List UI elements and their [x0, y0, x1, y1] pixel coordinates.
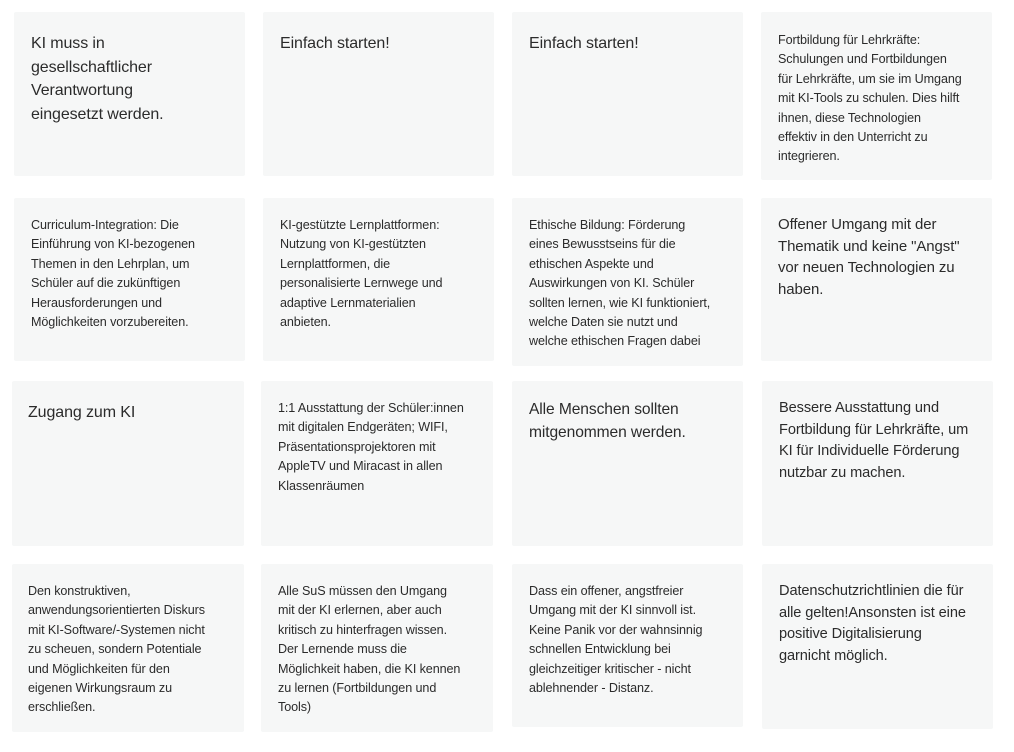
note-text: Zugang zum KI	[28, 404, 136, 421]
note-card-einfach-starten-1[interactable]	[263, 12, 494, 176]
note-card-ethische-bildung[interactable]	[512, 198, 743, 366]
note-text: Fortbildung für Lehrkräfte: Schulungen und Fortbildungen für Lehrkräfte, um sie im Umgang mit KI-Tools zu schulen. Dies hilft ihnen, diese Technologien effektiv in den Unterricht zu integrieren.	[778, 33, 962, 164]
note-card-fortbildung-lehrkraefte[interactable]	[761, 12, 992, 180]
note-card-datenschutz[interactable]	[762, 564, 993, 729]
note-text: Offener Umgang mit der Thematik und keine "Angst" vor neuen Technologien zu haben.	[778, 216, 960, 298]
note-card-ki-lernplattformen[interactable]	[263, 198, 494, 361]
note-card-zugang-ki[interactable]	[12, 381, 244, 546]
note-card-angstfreier-umgang[interactable]	[512, 564, 743, 727]
note-card-alle-menschen[interactable]	[512, 381, 743, 546]
note-text: Datenschutzrichtlinien die für alle gelten!Ansonsten ist eine positive Digitalisierung garnicht möglich.	[779, 583, 966, 664]
note-card-ausstattung-schueler[interactable]	[261, 381, 493, 546]
note-card-bessere-ausstattung[interactable]	[762, 381, 993, 546]
note-text: Einfach starten!	[529, 35, 639, 52]
note-text: Bessere Ausstattung und Fortbildung für Lehrkräfte, um KI für Individuelle Förderung nutzbar zu machen.	[779, 400, 969, 481]
note-card-curriculum-integration[interactable]	[14, 198, 245, 361]
note-text: 1:1 Ausstattung der Schüler:innen mit digitalen Endgeräten; WIFI, Präsentationsprojektoren mit AppleTV und Miracast in allen Klassenräumen	[278, 401, 464, 493]
note-text: Curriculum-Integration: Die Einführung von KI-bezogenen Themen in den Lehrplan, um Schüler auf die zukünftigen Herausforderungen und Möglichkeiten vorzubereiten.	[31, 218, 195, 330]
note-text: Einfach starten!	[280, 35, 390, 52]
note-card-sus-umgang[interactable]	[261, 564, 493, 732]
note-card-konstruktiver-diskurs[interactable]	[12, 564, 244, 732]
note-text: Alle Menschen sollten mitgenommen werden.	[529, 401, 686, 441]
note-card-einfach-starten-2[interactable]	[512, 12, 743, 176]
note-text: KI-gestützte Lernplattformen: Nutzung von KI-gestützten Lernplattformen, die personalisierte Lernwege und adaptive Lernmaterialien anbieten.	[280, 218, 443, 330]
note-card-ki-verantwortung[interactable]	[14, 12, 245, 176]
note-text: Dass ein offener, angstfreier Umgang mit der KI sinnvoll ist. Keine Panik vor der wahnsinnig schnellen Entwicklung bei gleichzeitiger kritischer - nicht ablehnender - Distanz.	[529, 584, 703, 696]
note-text: Den konstruktiven, anwendungsorientierten Diskurs mit KI-Software/-Systemen nicht zu scheuen, sondern Potentiale und Möglichkeiten für den eigenen Wirkungsraum zu erschließen.	[28, 584, 205, 715]
note-text: Ethische Bildung: Förderung eines Bewusstseins für die ethischen Aspekte und Auswirkungen von KI. Schüler sollten lernen, wie KI funktioniert, welche Daten sie nutzt und welche ethischen Fragen dabei	[529, 218, 711, 349]
note-text: Alle SuS müssen den Umgang mit der KI erlernen, aber auch kritisch zu hinterfragen wissen. Der Lernende muss die Möglichkeit haben, die KI kennen zu lernen (Fortbildungen und Tools)	[278, 584, 461, 715]
note-card-offener-umgang[interactable]	[761, 198, 992, 361]
note-text: KI muss in gesellschaftlicher Verantwortung eingesetzt werden.	[31, 35, 164, 123]
